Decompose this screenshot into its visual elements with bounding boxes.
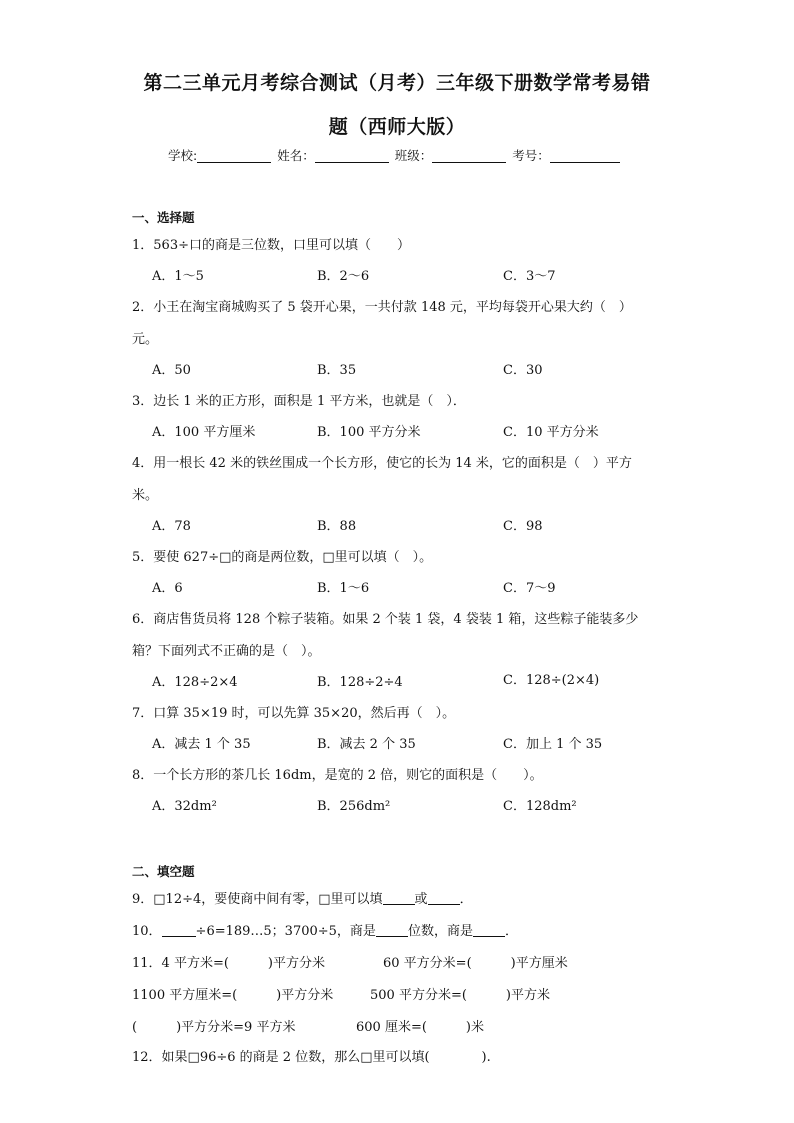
q4-option-a[interactable]: A．78 <box>152 519 191 534</box>
question-8: 8．一个长方形的茶几长 16dm，是宽的 2 倍，则它的面积是（ ）。 <box>132 768 543 783</box>
question-12: 12．如果□96÷6 的商是 2 位数，那么□里可以填( ). <box>132 1050 491 1065</box>
q6-option-c[interactable]: C．128÷(2×4) <box>503 673 600 688</box>
q7-option-a[interactable]: A．减去 1 个 35 <box>152 737 251 752</box>
q10-blank-3[interactable] <box>473 923 505 937</box>
question-6-line2: 箱？下面列式不正确的是（ ）。 <box>132 644 321 659</box>
section-heading-fill: 二、填空题 <box>132 864 195 879</box>
question-11-row2-b: 500 平方分米=( )平方米 <box>370 988 550 1003</box>
question-4-line1: 4．用一根长 42 米的铁丝围成一个长方形，使它的长为 14 米，它的面积是（ ）平方 <box>132 456 632 471</box>
q2-option-c[interactable]: C．30 <box>503 363 543 378</box>
page-title-line2: 题（西师大版） <box>328 116 466 138</box>
q3-option-c[interactable]: C．10 平方分米 <box>503 425 599 440</box>
q8-option-a[interactable]: A．32dm² <box>152 799 217 814</box>
q5-option-c[interactable]: C．7～9 <box>503 581 556 596</box>
question-3: 3．边长 1 米的正方形，面积是 1 平方米，也就是（ ）． <box>132 394 466 409</box>
name-label: 姓名： <box>277 148 315 163</box>
name-blank[interactable] <box>315 148 389 163</box>
q9-text-1: 9．□12÷4，要使商中间有零，□里可以填 <box>132 892 383 907</box>
question-9 <box>132 888 473 907</box>
question-5: 5．要使 627÷□的商是两位数，□里可以填（ ）。 <box>132 550 433 565</box>
q7-option-c[interactable]: C．加上 1 个 35 <box>503 737 603 752</box>
q4-option-c[interactable]: C．98 <box>503 519 543 534</box>
question-11-row3-a: ( )平方分米=9 平方米 <box>132 1020 296 1035</box>
class-label: 班级： <box>394 148 433 163</box>
q3-option-b[interactable]: B．100 平方分米 <box>317 425 421 440</box>
q2-option-b[interactable]: B．35 <box>317 363 357 378</box>
question-7: 7．口算 35×19 时，可以先算 35×20，然后再（ ）。 <box>132 706 456 721</box>
number-blank[interactable] <box>550 148 620 163</box>
question-10 <box>132 920 518 939</box>
question-11-row3-b: 600 厘米=( )米 <box>356 1020 484 1035</box>
question-6-line1: 6．商店售货员将 128 个粽子装箱。如果 2 个装 1 袋，4 袋装 1 箱，这些粽子能装多少 <box>132 612 639 627</box>
q3-option-a[interactable]: A．100 平方厘米 <box>152 425 256 440</box>
q6-option-a[interactable]: A．128÷2×4 <box>152 675 238 690</box>
q10-blank-2[interactable] <box>376 923 408 937</box>
q1-option-c[interactable]: C．3～7 <box>503 269 556 284</box>
q1-option-b[interactable]: B．2～6 <box>317 269 370 284</box>
q10-text-1: 10． <box>132 924 162 939</box>
q5-option-b[interactable]: B．1～6 <box>317 581 370 596</box>
question-1: 1．563÷口的商是三位数，口里可以填（ ） <box>132 238 410 253</box>
q4-option-b[interactable]: B．88 <box>317 519 357 534</box>
class-blank[interactable] <box>432 148 506 163</box>
q1-option-a[interactable]: A．1～5 <box>152 269 204 284</box>
q10-text-2: ÷6=189…5；3700÷5，商是 <box>195 924 376 939</box>
question-4-line2: 米。 <box>132 488 159 503</box>
q8-option-c[interactable]: C．128dm² <box>503 799 577 814</box>
q10-blank-1[interactable] <box>162 923 196 937</box>
q2-option-a[interactable]: A．50 <box>152 363 191 378</box>
q5-option-a[interactable]: A．6 <box>152 581 183 596</box>
q9-text-2: 或 <box>414 892 428 907</box>
q10-text-4: ． <box>504 924 518 939</box>
q6-option-b[interactable]: B．128÷2÷4 <box>317 675 403 690</box>
question-11-row1-a: 11．4 平方米=( )平方分米 <box>132 956 325 971</box>
number-label: 考号： <box>512 148 550 163</box>
question-2-line1: 2．小王在淘宝商城购买了 5 袋开心果，一共付款 148 元，平均每袋开心果大约（ ） <box>132 300 632 315</box>
section-heading-choice: 一、选择题 <box>132 210 195 225</box>
q8-option-b[interactable]: B．256dm² <box>317 799 391 814</box>
page-title-line1: 第二三单元月考综合测试（月考）三年级下册数学常考易错 <box>143 72 651 94</box>
q9-text-3: ． <box>459 892 473 907</box>
q9-blank-2[interactable] <box>428 891 460 905</box>
q7-option-b[interactable]: B．减去 2 个 35 <box>317 737 416 752</box>
student-info-row <box>168 146 622 164</box>
school-blank[interactable] <box>197 148 271 163</box>
question-2-line2: 元。 <box>132 332 159 347</box>
question-11-row2-a: 1100 平方厘米=( )平方分米 <box>132 988 334 1003</box>
q10-text-3: 位数，商是 <box>407 924 473 939</box>
question-11-row1-b: 60 平方分米=( )平方厘米 <box>383 956 568 971</box>
school-label: 学校: <box>168 148 198 163</box>
q9-blank-1[interactable] <box>383 891 415 905</box>
